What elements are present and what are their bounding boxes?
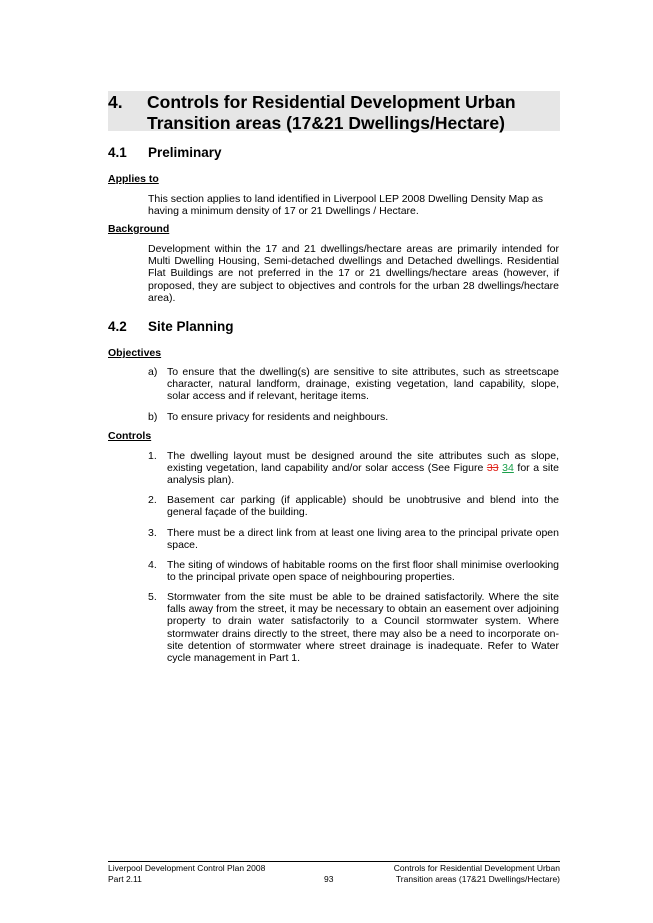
footer-page-number: 93 [324, 874, 334, 884]
footer-divider [108, 861, 560, 862]
chapter-heading [108, 91, 560, 131]
objective-text: To ensure privacy for residents and neighbours. [167, 411, 389, 423]
deleted-figure-number: 33 [486, 462, 499, 475]
control-text: There must be a direct link from at least one living area to the principal private open space. [167, 527, 559, 552]
control-text [167, 450, 559, 487]
section-title: Preliminary [148, 145, 222, 160]
background-label: Background [108, 223, 170, 235]
footer-left-line1: Liverpool Development Control Plan 2008 [108, 863, 266, 873]
list-marker: 4. [148, 559, 157, 571]
list-marker: 1. [148, 450, 157, 462]
footer-right-line2: Transition areas (17&21 Dwellings/Hectare) [395, 874, 560, 884]
footer-right-line1: Controls for Residential Development Urban [393, 863, 560, 873]
inserted-figure-number: 34 [502, 462, 514, 475]
applies-to-text: This section applies to land identified in Liverpool LEP 2008 Dwelling Density Map as having a minimum density of 17 or 21 Dwellings / Hectare. [148, 193, 543, 218]
list-marker: b) [148, 411, 158, 423]
list-marker: 2. [148, 494, 157, 506]
list-marker: 5. [148, 591, 157, 603]
section-number: 4.1 [108, 145, 127, 160]
footer-left-line2: Part 2.11 [108, 874, 142, 884]
objectives-label: Objectives [108, 347, 162, 359]
section-heading-site-planning [108, 319, 234, 335]
list-marker: 3. [148, 527, 157, 539]
list-marker: a) [148, 366, 158, 378]
controls-label: Controls [108, 430, 152, 442]
applies-to-label: Applies to [108, 173, 159, 185]
control-text: The siting of windows of habitable rooms on the first floor shall minimise overlooking to the principal private open space of neighbouring properties. [167, 559, 559, 584]
section-number: 4.2 [108, 319, 127, 334]
chapter-title: Controls for Residential Development Urban Transition areas (17&21 Dwellings/Hectare) [147, 92, 516, 133]
control-text: Stormwater from the site must be able to be drained satisfactorily. Where the site falls away from the street, it may be necessary to obtain an easement over adjoining property to drain water satisfactorily to a Council stormwater system. Where stormwater drains directly to the street, there may also be a need to incorporate on-site detention of stormwater where street drainage is inadequate. Refer to Water cycle management in Part 1. [167, 591, 559, 665]
section-title: Site Planning [148, 319, 234, 334]
objective-text: To ensure that the dwelling(s) are sensitive to site attributes, such as streetscape character, natural landform, drainage, existing vegetation, land capability, slope, solar access and if relevant, heritage items. [167, 366, 559, 403]
section-heading-preliminary [108, 145, 222, 161]
background-text: Development within the 17 and 21 dwellings/hectare areas are primarily intended for Multi Dwelling Housing, Semi-detached dwellings and Detached dwellings. Residential Flat Buildings are not preferred in the 17 or 21 dwellings/hectare areas (however, if proposed, they are subject to objectives and controls for the urban 28 dwellings/hectare area). [148, 243, 559, 304]
control-text-after: for a site analysis plan). [167, 462, 559, 487]
chapter-number: 4. [108, 92, 123, 112]
control-text: Basement car parking (if applicable) should be unobtrusive and blend into the general façade of the building. [167, 494, 559, 519]
control-text-before: The dwelling layout must be designed around the site attributes such as slope, existing vegetation, land capability and/or solar access (See Figure [167, 450, 559, 475]
